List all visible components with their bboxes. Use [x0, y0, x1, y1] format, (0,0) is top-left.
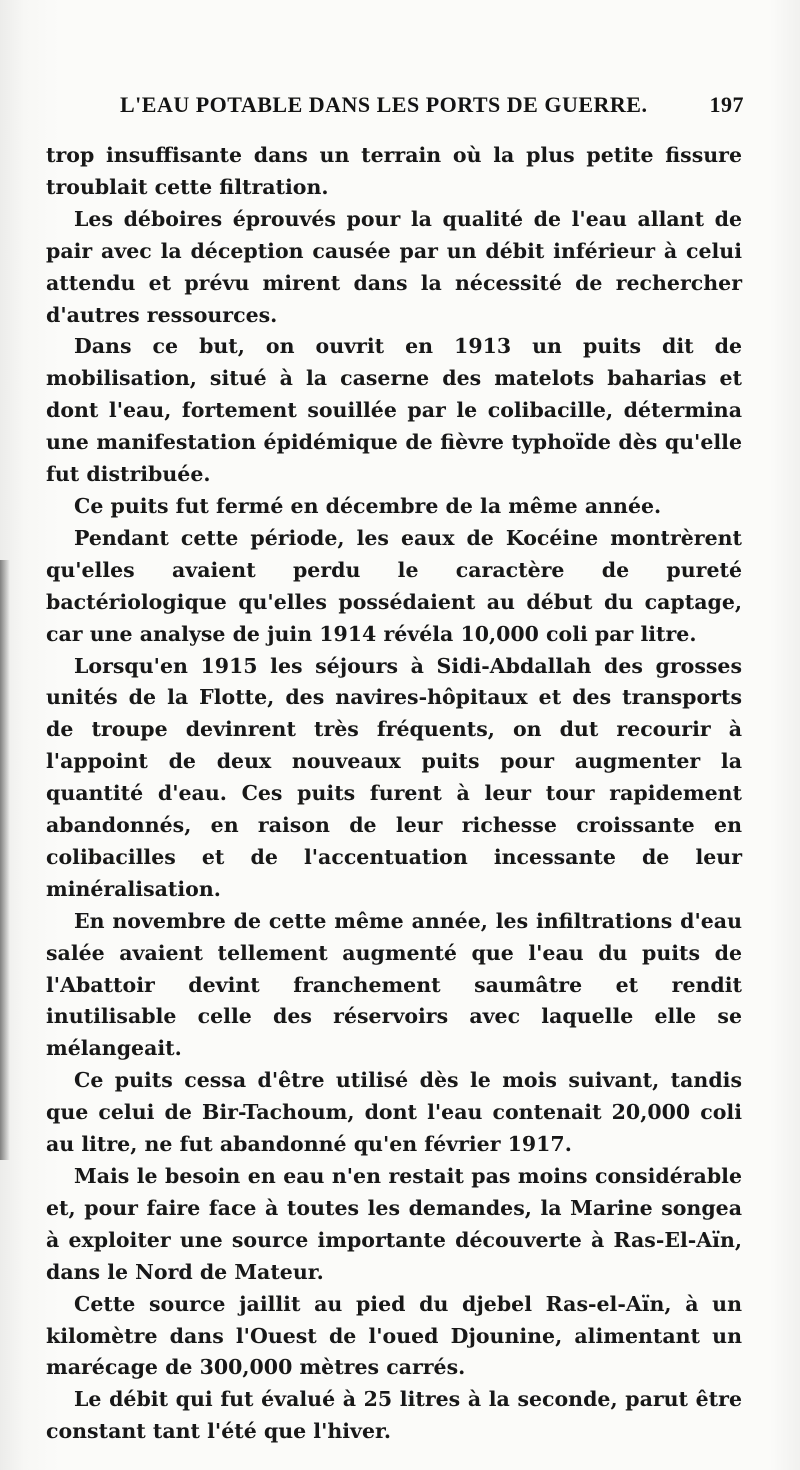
paragraph-5: Pendant cette période, les eaux de Kocéine montrèrent qu'elles avaient perdu le caractère de pureté bactériologique qu'elles possédaient au début du captage, car une analyse de juin 1914 révéla 10,000 coli par litre.	[46, 525, 742, 646]
binding-shadow	[0, 560, 10, 1160]
paragraph-6: Lorsqu'en 1915 les séjours à Sidi-Abdallah des grosses unités de la Flotte, des navires-hôpitaux et des transports de troupe devinrent très fréquents, on dut recourir à l'appoint de deux nouveaux puits pour augmenter la quantité d'eau. Ces puits furent à leur tour rapidement abandonnés, en raison de leur richesse croissante en colibacilles et de l'accentuation incessante de leur minéralisation.	[46, 653, 742, 901]
paragraph-7: En novembre de cette même année, les infiltrations d'eau salée avaient tellement augmenté que l'eau du puits de l'Abattoir devint franchement saumâtre et rendit inutilisable celle des réservoirs avec laquelle elle se mélangeait.	[46, 908, 742, 1061]
paragraph-4: Ce puits fut fermé en décembre de la même année.	[74, 493, 662, 518]
paragraph-3: Dans ce but, on ouvrit en 1913 un puits dit de mobilisation, situé à la caserne des matelots baharias et dont l'eau, fortement souillée par le colibacille, détermina une manifestation épidémique de fièvre typhoïde dès qu'elle fut distribuée.	[46, 334, 742, 487]
paragraph-1: trop insuffisante dans un terrain où la plus petite fissure troublait cette filtration.	[46, 143, 742, 199]
paragraph-9: Mais le besoin en eau n'en restait pas moins considérable et, pour faire face à toutes les demandes, la Marine songea à exploiter une source importante découverte à Ras-El-Aïn, dans le Nord de Mateur.	[46, 1164, 742, 1284]
running-head-title: L'EAU POTABLE DANS LES PORTS DE GUERRE.	[120, 92, 648, 117]
paragraph-2: Les déboires éprouvés pour la qualité de l'eau allant de pair avec la déception causée par un débit inférieur à celui attendu et prévu mirent dans la nécessité de rechercher d'autres ressources.	[46, 206, 742, 327]
paragraph-11: Le débit qui fut évalué à 25 litres à la seconde, parut être constant tant l'été que l'hiver.	[46, 1387, 742, 1444]
paragraph-10: Cette source jaillit au pied du djebel Ras-el-Aïn, à un kilomètre dans l'Ouest de l'oued Djounine, alimentant un marécage de 300,000 mètres carrés.	[46, 1291, 742, 1380]
paragraph-8: Ce puits cessa d'être utilisé dès le mois suivant, tandis que celui de Bir-Tachoum, dont l'eau contenait 20,000 coli au litre, ne fut abandonné qu'en février 1917.	[46, 1068, 742, 1157]
page-number: 197	[709, 92, 744, 117]
body-text	[46, 140, 742, 1448]
running-head	[48, 92, 744, 126]
